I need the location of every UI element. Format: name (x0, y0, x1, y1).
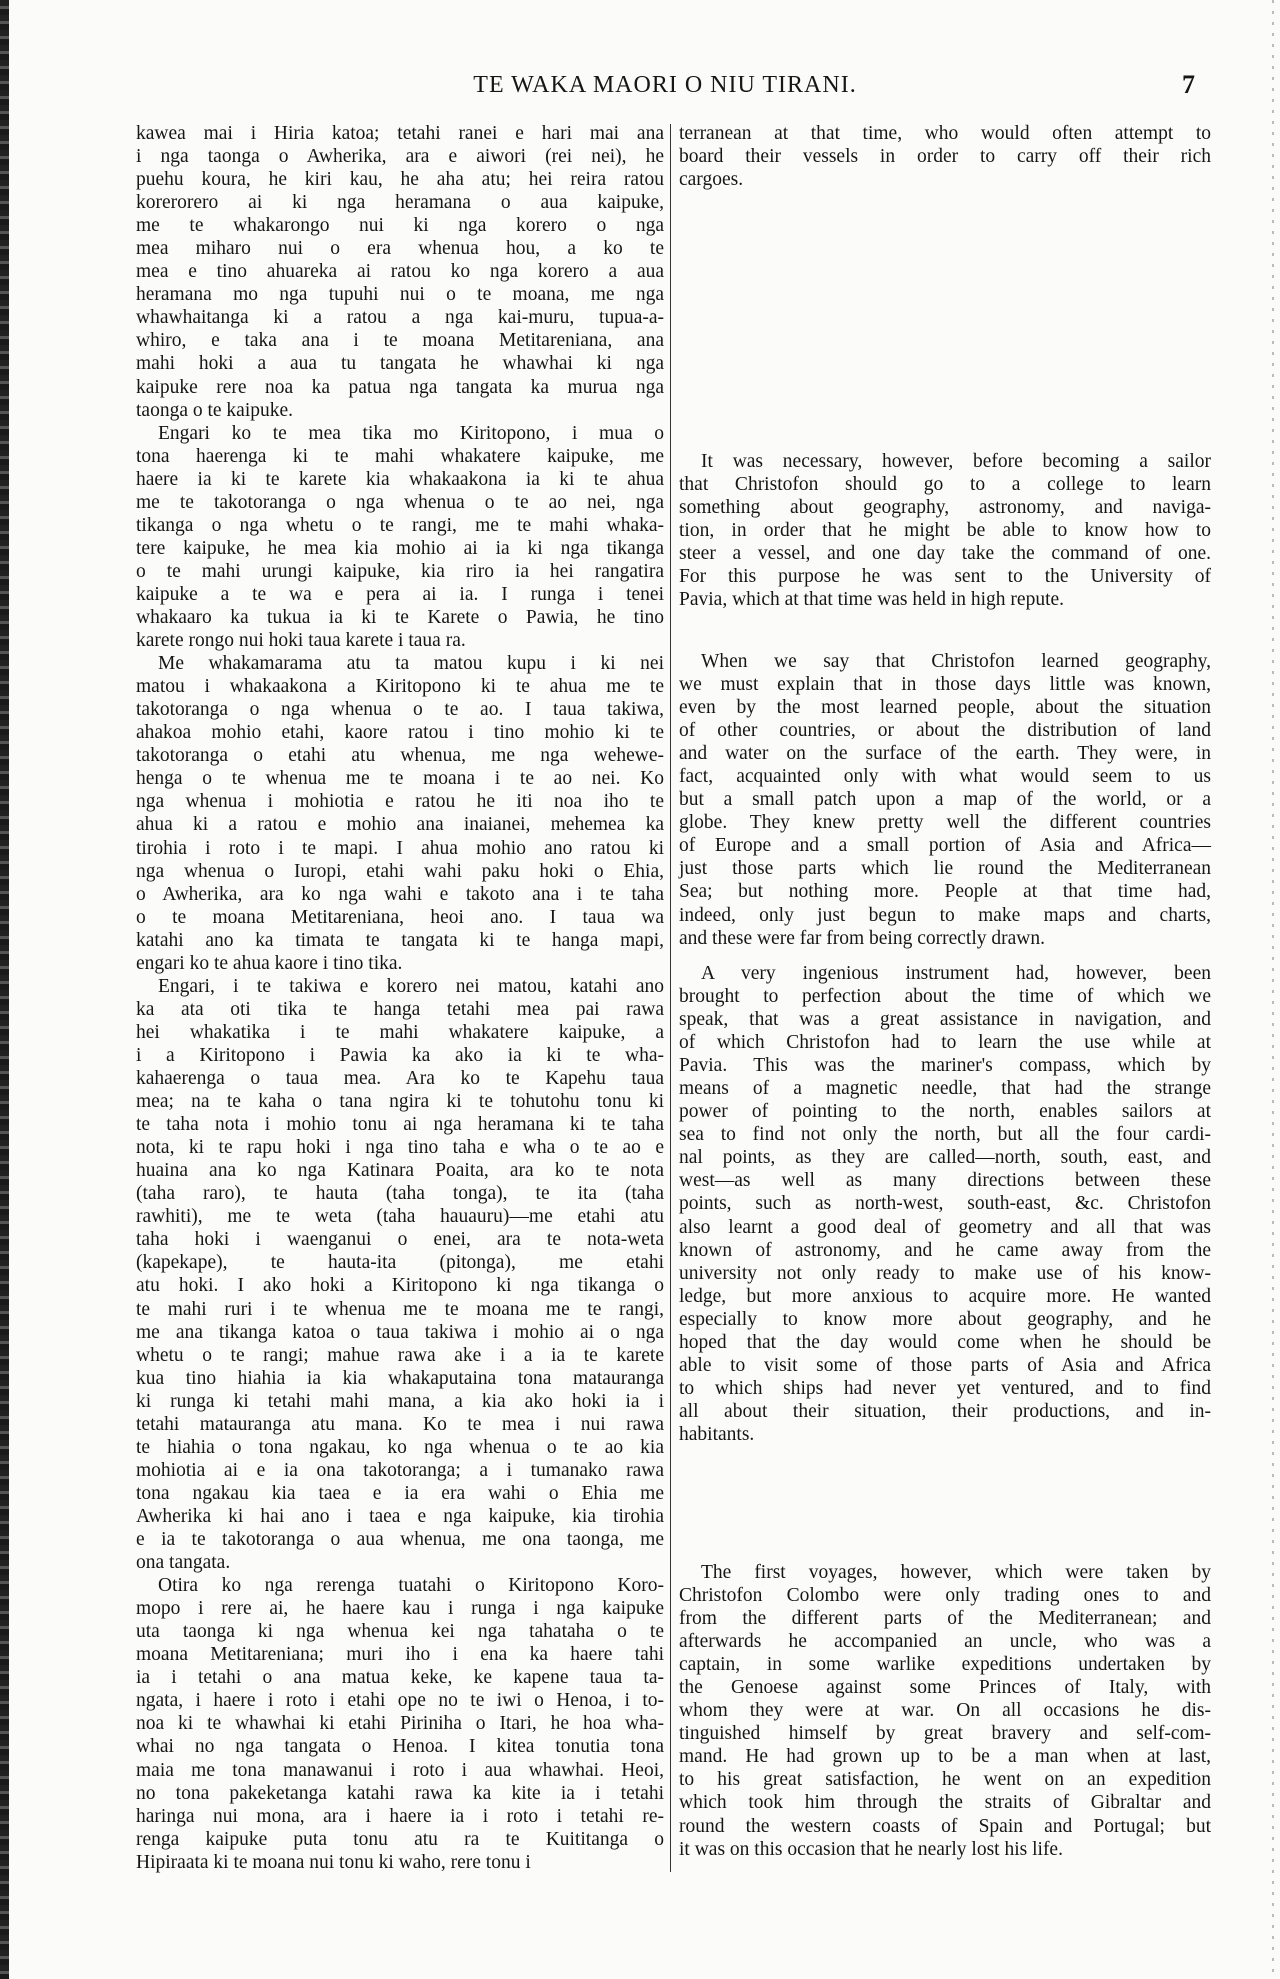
text-line: matou i whakaakona a Kiritopono ki te ahua me te (136, 676, 664, 698)
text-line: (taha raro), te hauta (taha tonga), te ita (taha (136, 1183, 664, 1205)
text-line: takotoranga o nga whenua o te ao. I taua takiwa, (136, 699, 664, 721)
text-line: te taha nota i mohio tonu ai nga heramana ki te taha (136, 1114, 664, 1136)
text-line: takotoranga o etahi atu whenua, me nga wehewe- (136, 745, 664, 767)
text-line: When we say that Christofon learned geography, (701, 651, 1211, 672)
paragraph (136, 652, 664, 975)
scan-edge-right (1272, 0, 1274, 1979)
text-line: something about geography, astronomy, and naviga- (679, 496, 1211, 518)
text-line: tinguished himself by great bravery and self-com- (679, 1723, 1211, 1745)
text-line: te mahi ruri i te whenua me te moana me te rangi, (136, 1298, 664, 1320)
text-line: fact, acquainted only with what would seem to us (679, 766, 1211, 788)
text-line: i a Kiritopono i Pawia ka ako ia ki te wha- (136, 1044, 664, 1066)
text-line: afterwards he accompanied an uncle, who was a (679, 1631, 1211, 1653)
text-line: A very ingenious instrument had, however, been (701, 963, 1211, 984)
text-line: Pavia. This was the mariner's compass, which by (679, 1055, 1211, 1077)
text-line: Christofon Colombo were only trading ones to and (679, 1585, 1211, 1607)
text-line: noa ki te whawhai ki etahi Piriniha o Itari, he hoa wha- (136, 1713, 664, 1735)
text-line: (kapekape), te hauta-ita (pitonga), me etahi (136, 1252, 664, 1274)
text-line: sea to find not only the north, but all the four cardi- (679, 1124, 1211, 1146)
text-line: kahaerenga o taua mea. Ara ko te Kapehu taua (136, 1068, 664, 1090)
text-line: e ia te takotoranga o aua whenua, me ona taonga, me (136, 1528, 664, 1550)
text-line: power of pointing to the north, enables sailors at (679, 1101, 1211, 1123)
text-line: ngata, i haere i roto i etahi ope no te iwi o Henoa, i to- (136, 1690, 664, 1712)
text-line: katahi ano ka timata te tangata ki te hanga mapi, (136, 929, 664, 951)
text-line: mea; na te kaha o tana ngira ki te tohutohu tonu ki (136, 1091, 664, 1113)
newspaper-title: TE WAKA MAORI O NIU TIRANI. (473, 72, 857, 98)
text-line: taha hoki i waenganui o enei, ara te nota-weta (136, 1229, 664, 1251)
text-line: henga o te whenua me te moana i te ao nei. Ko (136, 768, 664, 790)
text-line: engari ko te ahua kaore i tino tika. (136, 952, 403, 974)
text-line: which took him through the straits of Gibraltar and (679, 1792, 1211, 1814)
paragraph (136, 1574, 664, 1874)
page-number: 7 (1182, 70, 1195, 99)
paragraph (136, 122, 664, 422)
text-line: it was on this occasion that he nearly lost his life. (679, 1838, 1063, 1860)
text-line: that Christofon should go to a college to learn (679, 473, 1211, 495)
text-line: whawhaitanga ki a ratou a nga kai-muru, tupua-a- (136, 307, 664, 329)
text-line: terranean at that time, who would often attempt to (679, 123, 1211, 144)
text-line: board their vessels in order to carry off their rich (679, 146, 1211, 168)
paragraph (136, 422, 664, 652)
text-line: of Europe and a small portion of Asia and Africa— (679, 835, 1211, 857)
text-line: ka ata oti tika te hanga tetahi mea pai rawa (136, 998, 664, 1020)
text-line: cargoes. (679, 169, 744, 191)
text-line: It was necessary, however, before becoming a sailor (701, 450, 1211, 472)
text-line: Engari ko te mea tika mo Kiritopono, i mua o (158, 422, 664, 444)
paragraph (679, 450, 1211, 611)
text-line: mahi hoki a aua tu tangata he whawhai ki nga (136, 353, 664, 375)
text-line: o Awherika, ara ko nga wahi e takoto ana i te taha (136, 883, 664, 905)
text-line: Hipiraata ki te moana nui tonu ki waho, rere tonu i (136, 1851, 531, 1873)
text-line: brought to perfection about the time of which we (679, 986, 1211, 1008)
text-line: hoped that the day would come when he should be (679, 1331, 1211, 1353)
text-line: te hiahia o tona ngakau, ko nga whenua o te ao kia (136, 1436, 664, 1458)
text-line: For this purpose he was sent to the University of (679, 565, 1211, 587)
text-line: nga whenua o Iuropi, etahi wahi paku hoki o Ehia, (136, 860, 664, 882)
text-line: and water on the surface of the earth. They were, in (679, 743, 1211, 765)
text-line: i nga taonga o Awherika, ara e aiwori (rei nei), he (136, 146, 664, 168)
text-line: me ana tikanga katoa o taua takiwa i mohio ai o nga (136, 1321, 664, 1343)
text-line: mohiotia ai e ia ona takotoranga; a i tumanako rawa (136, 1459, 664, 1481)
text-line: atu hoki. I ako hoki a Kiritopono ki nga tikanga o (136, 1275, 664, 1297)
text-line: and these were far from being correctly drawn. (679, 927, 1045, 949)
text-line: maia me tona manawanui i roto i aua whawhai. Heoi, (136, 1759, 664, 1781)
text-line: Sea; but nothing more. People at that time had, (679, 881, 1211, 903)
text-line: whai no nga tangata o Henoa. I kitea tonutia tona (136, 1736, 664, 1758)
paragraph (679, 1561, 1211, 1861)
paragraph (136, 975, 664, 1574)
text-line: nal points, as they are called—north, south, east, and (679, 1147, 1211, 1169)
text-line: of other countries, or about the distribution of land (679, 720, 1211, 742)
text-line: round the western coasts of Spain and Portugal; but (679, 1815, 1211, 1837)
text-line: of which Christofon had to learn the use while at (679, 1032, 1211, 1054)
text-line: mand. He had grown up to be a man when at last, (679, 1746, 1211, 1768)
text-line: nga whenua i mohiotia e ratou he iti noa iho te (136, 791, 664, 813)
text-line: whakaaro ka tukua ia ki te Karete o Pawia, he tino (136, 607, 664, 629)
text-line: steer a vessel, and one day take the command of one. (679, 542, 1211, 564)
text-line: uta taonga ki nga whenua kei nga tahataha o te (136, 1621, 664, 1643)
text-line: huaina ana ko nga Katinara Poaita, ara ko te nota (136, 1160, 664, 1182)
text-line: nota, ki te rapu hoki i nga tino taha e wha o te ao e (136, 1137, 664, 1159)
text-line: indeed, only just begun to make maps and charts, (679, 904, 1211, 926)
text-line: to which ships had never yet ventured, and to find (679, 1377, 1211, 1399)
text-line: o te mahi urungi kaipuke, kia riro ia hei rangatira (136, 560, 664, 582)
text-line: tion, in order that he might be able to know how to (679, 519, 1211, 541)
text-line: kawea mai i Hiria katoa; tetahi ranei e hari mai ana (136, 123, 664, 144)
text-line: karete rongo nui hoki taua karete i taua ra. (136, 630, 466, 652)
text-line: from the different parts of the Mediterranean; and (679, 1608, 1211, 1630)
text-line: Engari, i te takiwa e korero nei matou, katahi ano (158, 975, 664, 997)
text-line: points, such as north-west, south-east, &c. Christofon (679, 1193, 1211, 1215)
text-line: kaipuke a te wa e pera ai ia. I runga i tenei (136, 583, 664, 605)
paragraph (679, 962, 1211, 1446)
text-line: me te takotoranga o nga whenua o te ao nei, nga (136, 491, 664, 513)
text-line: means of a magnetic needle, that had the strange (679, 1078, 1211, 1100)
text-line: ahakoa mohio etahi, kaore ratou i tino mohio ki te (136, 722, 664, 744)
text-line: mea e tino ahuareka ai ratou ko nga korero a aua (136, 261, 664, 283)
text-line: haringa nui mona, ara i haere ia i roto i tetahi re- (136, 1805, 664, 1827)
text-line: tona haerenga ki te mahi whakatere kaipuke, me (136, 445, 664, 467)
text-line: just those parts which lie round the Mediterranean (679, 858, 1211, 880)
text-line: rawhiti), me te weta (taha hauauru)—me etahi atu (136, 1206, 664, 1228)
text-line: even by the most learned people, about the situation (679, 697, 1211, 719)
text-line: mea miharo nui o era whenua hou, a ko te (136, 238, 664, 260)
text-line: habitants. (679, 1423, 755, 1445)
text-line: to his great satisfaction, he went on an expedition (679, 1769, 1211, 1791)
paragraph (679, 650, 1211, 950)
text-line: Me whakamarama atu ta matou kupu i ki nei (158, 653, 664, 675)
text-line: but a small patch upon a map of the world, or a (679, 789, 1211, 811)
text-line: heramana mo nga tupuhi nui o te moana, me nga (136, 284, 664, 306)
text-line: kaipuke rere noa ka patua nga tangata ka murua nga (136, 376, 664, 398)
text-line: also learnt a good deal of geometry and all that was (679, 1216, 1211, 1238)
paragraph (679, 122, 1211, 191)
text-line: the Genoese against some Princes of Italy, with (679, 1677, 1211, 1699)
text-line: Pavia, which at that time was held in high repute. (679, 588, 1065, 610)
text-line: The first voyages, however, which were taken by (701, 1562, 1211, 1583)
text-line: o te moana Metitareniana, heoi ano. I taua wa (136, 906, 664, 928)
text-line: university not only ready to make use of his know- (679, 1262, 1211, 1284)
text-line: Otira ko nga rerenga tuatahi o Kiritopono Koro- (158, 1575, 664, 1597)
text-line: especially to know more about geography, and he (679, 1308, 1211, 1330)
text-line: puehu koura, he kiri kau, he aha atu; hei reira ratou (136, 169, 664, 191)
text-line: ona tangata. (136, 1552, 231, 1574)
text-line: hei whakatika i te mahi whakatere kaipuke, a (136, 1021, 664, 1043)
text-line: kua tino hiahia ia kia whakaputaina tona matauranga (136, 1367, 664, 1389)
text-line: all about their situation, their productions, and in- (679, 1400, 1211, 1422)
text-line: ki runga ki tetahi mahi mana, a kia ako hoki ia i (136, 1390, 664, 1412)
text-line: known of astronomy, and he came away from the (679, 1239, 1211, 1261)
text-line: mopo i rere ai, he haere kau i runga i nga kaipuke (136, 1598, 664, 1620)
text-line: tetahi matauranga atu mana. Ko te mea i nui rawa (136, 1413, 664, 1435)
text-line: tona ngakau kia taea e ia era wahi o Ehia me (136, 1482, 664, 1504)
text-line: whetu o te rangi; mahue rawa ake i a ia te karete (136, 1344, 664, 1366)
text-line: tikanga o nga whetu o te rangi, me te mahi whaka- (136, 514, 664, 536)
text-line: ia i tetahi o ana matua keke, ke kapene taua ta- (136, 1667, 664, 1689)
text-line: ledge, but more anxious to acquire more. He wanted (679, 1285, 1211, 1307)
text-line: we must explain that in those days little was known, (679, 674, 1211, 696)
text-line: me te whakarongo nui ki nga korero o nga (136, 215, 664, 237)
text-line: globe. They knew pretty well the different countries (679, 812, 1211, 834)
text-line: west—as well as many directions between these (679, 1170, 1211, 1192)
text-line: Awherika ki hai ano i taea e nga kaipuke, kia tirohia (136, 1505, 664, 1527)
text-line: ahua ki a ratou e mohio ana inaianei, mehemea ka (136, 814, 664, 836)
scan-edge-left (0, 0, 9, 1979)
text-line: whom they were at war. On all occasions he dis- (679, 1700, 1211, 1722)
text-line: korerorero ai ki nga heramana o aua kaipuke, (136, 192, 664, 214)
text-line: renga kaipuke puta tonu atu ra te Kuititanga o (136, 1828, 664, 1850)
text-line: tere kaipuke, he mea kia mohio ai ia ki nga tikanga (136, 537, 664, 559)
column-divider (670, 124, 671, 1872)
text-line: moana Metitareniana; muri iho i ena ka haere tahi (136, 1644, 664, 1666)
text-line: tirohia i roto i te mapi. I ahua mohio ano ratou ki (136, 837, 664, 859)
text-line: speak, that was a great assistance in navigation, and (679, 1009, 1211, 1031)
text-line: no tona pakeketanga katahi rawa ka kite ia i tetahi (136, 1782, 664, 1804)
text-line: haere ia ki te karete kia whakaakona ia ki te ahua (136, 468, 664, 490)
text-line: able to visit some of those parts of Asia and Africa (679, 1354, 1211, 1376)
text-line: taonga o te kaipuke. (136, 399, 294, 421)
text-line: whiro, e taka ana i te moana Metitareniana, ana (136, 330, 664, 352)
text-line: captain, in some warlike expeditions undertaken by (679, 1654, 1211, 1676)
